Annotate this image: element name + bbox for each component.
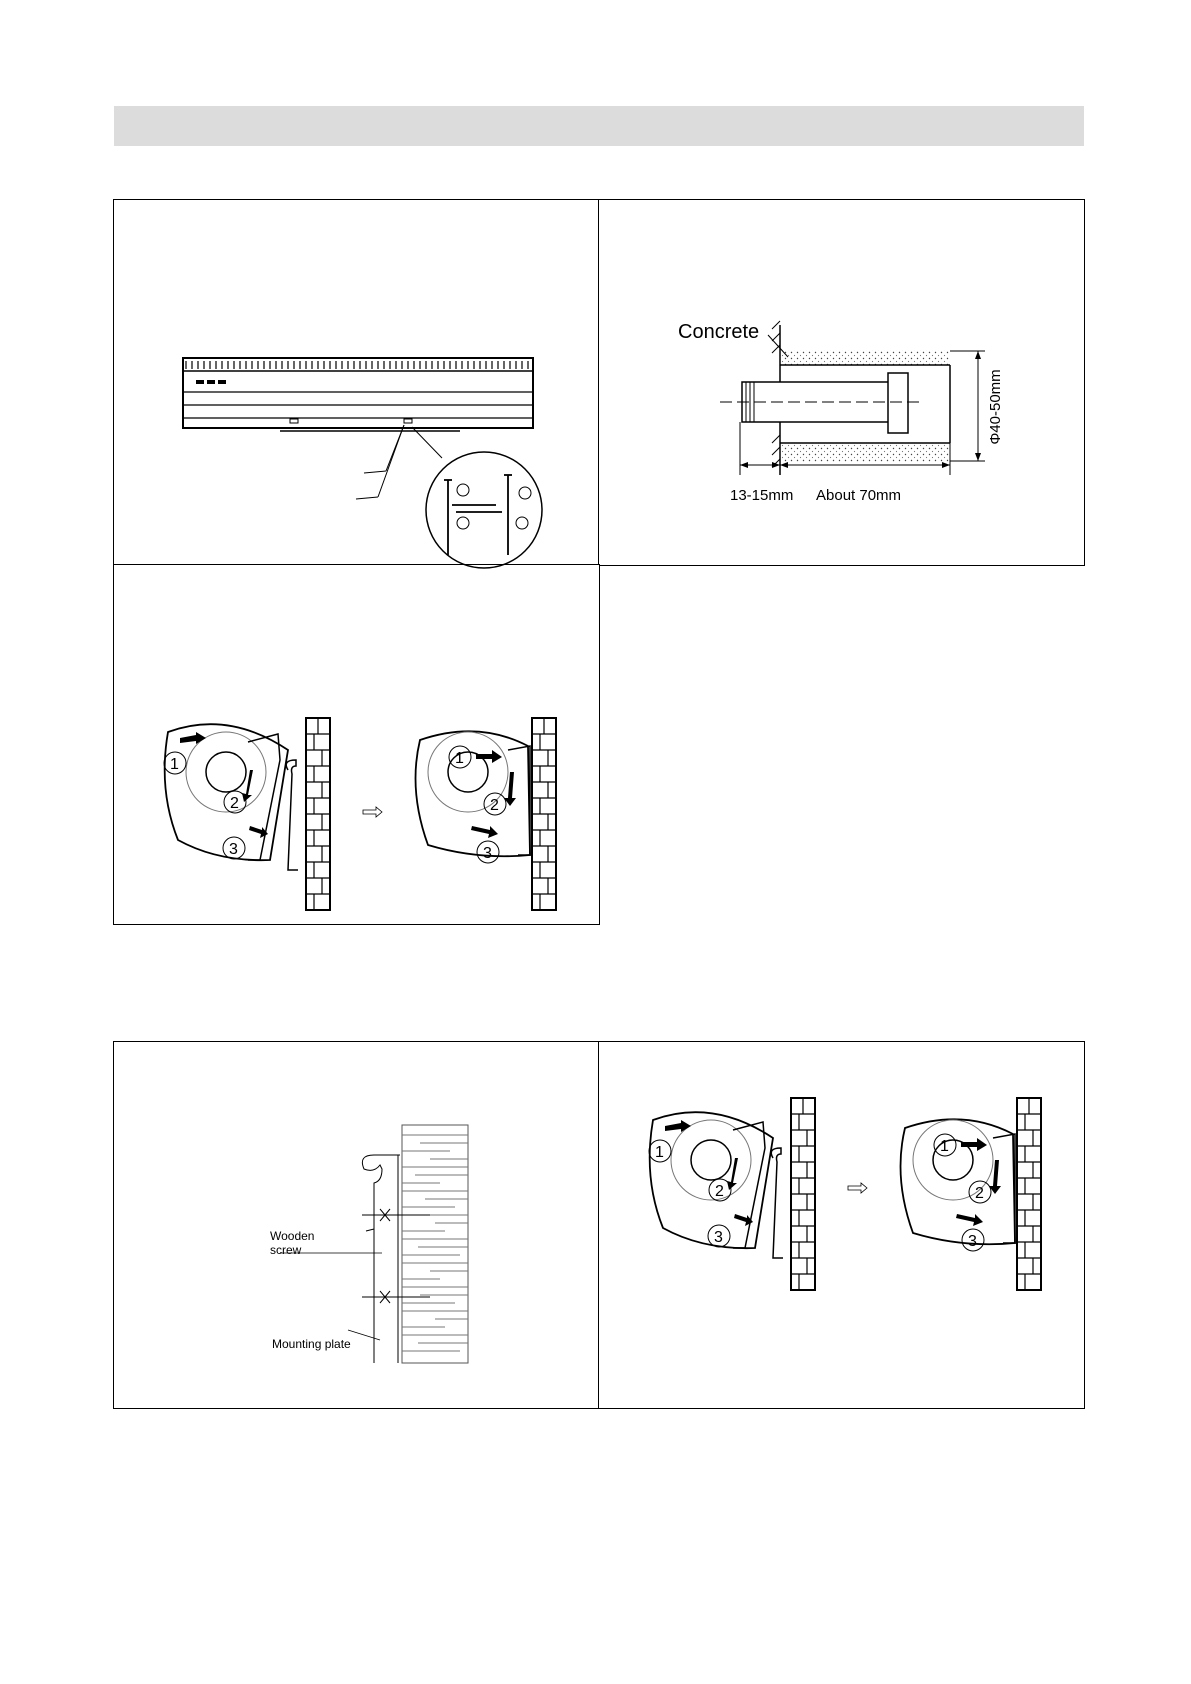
wooden-screw-label-line2: screw	[270, 1243, 302, 1257]
svg-text:3: 3	[968, 1233, 977, 1250]
anchor-bolt-figure	[670, 315, 1030, 525]
step-3-marker: 3	[229, 841, 238, 858]
svg-text:3: 3	[483, 845, 492, 862]
hanging-steps-figure-2	[643, 1098, 1053, 1298]
dim-left-label: 13-15mm	[730, 487, 794, 504]
hanging-steps-figure-1	[158, 710, 568, 910]
svg-text:1: 1	[655, 1144, 664, 1161]
step-1-marker: 1	[170, 756, 179, 773]
wood-mount-figure	[270, 1125, 490, 1365]
wooden-screw-label-line1: Wooden	[270, 1229, 315, 1243]
section-header-bar	[114, 106, 1084, 146]
svg-text:3: 3	[714, 1229, 723, 1246]
svg-text:2: 2	[490, 797, 499, 814]
mounting-plate-label: Mounting plate	[272, 1337, 351, 1351]
svg-text:1: 1	[455, 750, 464, 767]
step-2-marker: 2	[230, 795, 239, 812]
svg-text:1: 1	[940, 1138, 949, 1155]
dim-right-label: About 70mm	[816, 487, 902, 504]
svg-text:2: 2	[975, 1185, 984, 1202]
diameter-label: Φ40-50mm	[987, 369, 1004, 445]
svg-text:2: 2	[715, 1183, 724, 1200]
unit-front-view-figure	[180, 355, 540, 565]
concrete-label: Concrete	[678, 321, 760, 343]
